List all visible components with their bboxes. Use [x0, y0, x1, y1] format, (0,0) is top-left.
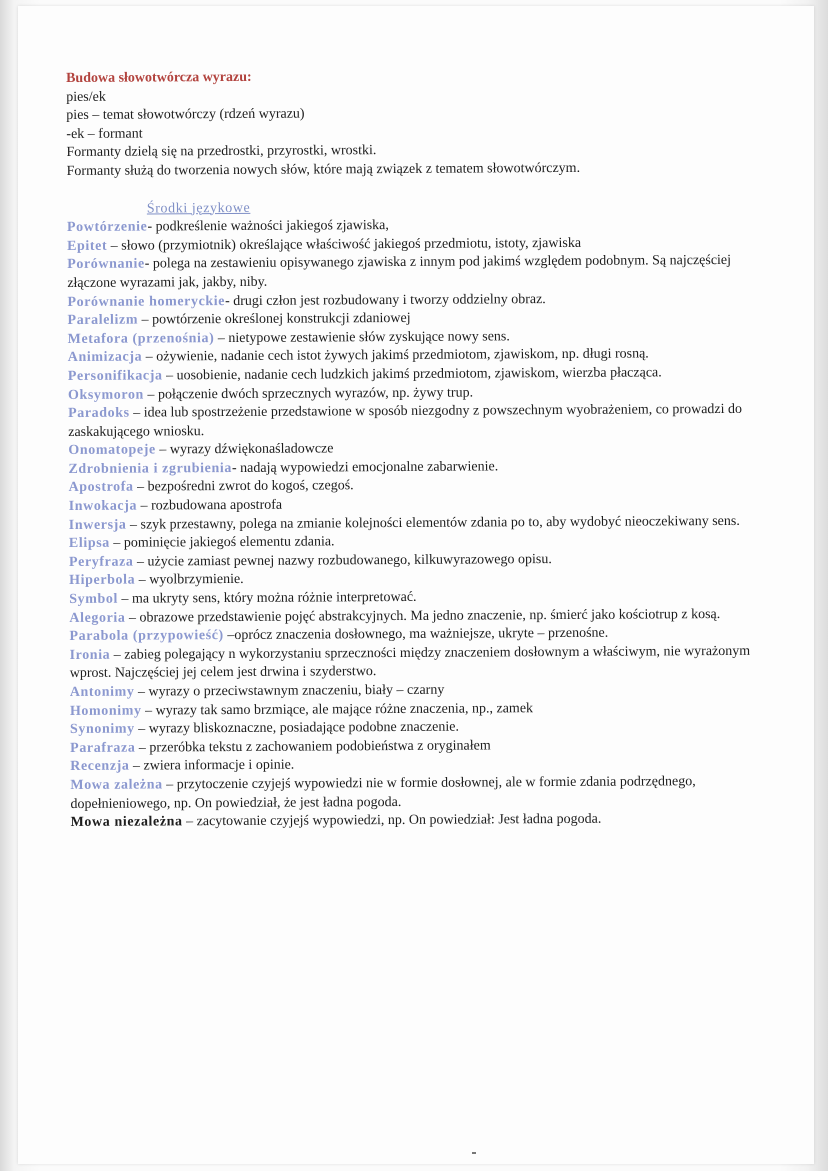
- glossary-definition: – wyrazy bliskoznaczne, posiadające podobne znaczenie.: [134, 719, 459, 737]
- glossary-term: Epitet: [67, 238, 108, 254]
- glossary-term: Paradoks: [68, 405, 130, 422]
- glossary-term: Antonimy: [69, 684, 135, 700]
- glossary-definition: – uosobienie, nadanie cech ludzkich jakimś przedmiotom, zjawiskom, wierzba płacząca.: [162, 365, 662, 384]
- glossary-term: Mowa zależna: [70, 777, 163, 793]
- glossary-term: Porównanie homeryckie: [67, 293, 226, 310]
- glossary-definition: – ma ukryty sens, który można różnie interpretować.: [117, 589, 417, 607]
- header-line: pies – temat słowotwórczy (rdzeń wyrazu): [66, 106, 305, 124]
- glossary-term: Apostrofa: [68, 480, 134, 496]
- glossary-term: Symbol: [69, 591, 119, 608]
- header-line: pies/ek: [66, 89, 106, 105]
- document-title: Budowa słowotwórcza wyrazu:: [66, 69, 252, 86]
- glossary-definition: - nadają wypowiedzi emocjonalne zabarwienie.: [231, 459, 499, 476]
- glossary-definition: – szyk przestawny, polega na zmianie kolejności elementów zdania po to, aby wydobyć nieoczekiwany sens.: [126, 513, 740, 533]
- glossary-definition: – bezpośredni zwrot do kogoś, czegoś.: [133, 478, 354, 496]
- glossary-definition: – wyolbrzymienie.: [135, 572, 244, 589]
- glossary-definition: – przytoczenie czyjejś wypowiedzi nie w formie dosłownej, ale w formie zdania podrzędnego, dopełnieniowego, np. On powiedział, że jest ładna pogoda.: [70, 774, 696, 812]
- glossary-entry: [71, 810, 771, 833]
- glossary-entry: [68, 401, 768, 442]
- glossary-term: Powtórzenie: [66, 219, 148, 236]
- glossary-term: Oksymoron: [67, 387, 144, 403]
- glossary-definition: – użycie zamiast pewnej nazwy rozbudowanego, kilkuwyrazowego opisu.: [133, 551, 552, 570]
- glossary-term: Porównanie: [67, 256, 145, 273]
- glossary-term: Personifikacja: [67, 368, 163, 384]
- glossary-term: Metafora (przenośnia): [67, 330, 215, 347]
- glossary-term: Paralelizm: [67, 312, 139, 329]
- glossary-definition: – wyrazy o przeciwstawnym znaczeniu, biały – czarny: [134, 682, 445, 700]
- glossary-term: Mowa niezależna: [70, 814, 183, 831]
- glossary-definition: – przeróbka tekstu z zachowaniem podobieństwa z oryginałem: [135, 738, 491, 756]
- glossary-entry: [70, 773, 770, 814]
- glossary-entry: [70, 643, 770, 684]
- glossary-term: Parafraza: [70, 740, 136, 756]
- glossary-definition: – nietypowe zestawienie słów zyskujące nowy sens.: [214, 329, 510, 346]
- header-line: Formanty służą do tworzenia nowych słów, które mają związek z tematem słowotwórczym.: [66, 160, 581, 179]
- glossary-definition: - podkreślenie ważności jakiegoś zjawiska,: [147, 218, 389, 235]
- glossary-term: Peryfraza: [68, 554, 134, 570]
- glossary-definition: – powtórzenie określonej konstrukcji zdaniowej: [138, 311, 411, 328]
- glossary-definition: –oprócz znaczenia dosłownego, ma ważniejsze, ukryte – przenośne.: [223, 625, 609, 644]
- scan-speck: [472, 1152, 476, 1154]
- glossary-definition: - polega na zestawieniu opisywanego zjawiska z innym pod jakimś względem podobnym. Są najczęściej złączone wyrazami jak, jakby, niby.: [67, 253, 732, 291]
- glossary-definition: – obrazowe przedstawienie pojęć abstrakcyjnych. Ma jedno znaczenie, np. śmierć jako kościotrup z kosą.: [125, 606, 721, 626]
- glossary-definition: – wyrazy tak samo brzmiące, ale mające różne znaczenia, np., zamek: [141, 700, 534, 719]
- glossary-definition: – słowo (przymiotnik) określające właściwość jakiegoś przedmiotu, istoty, zjawiska: [107, 235, 582, 254]
- glossary-term: Animizacja: [67, 349, 143, 366]
- glossary-definition: – połączenie dwóch sprzecznych wyrazów, np. żywy trup.: [143, 385, 474, 403]
- glossary-definition: – wyrazy dźwiękonaśladowcze: [155, 441, 334, 458]
- glossary-definition: – zacytowanie czyjejś wypowiedzi, np. On powiedział: Jest ładna pogoda.: [182, 811, 602, 830]
- glossary-term: Recenzja: [70, 759, 130, 775]
- header-line: Formanty dzielą się na przedrostki, przyrostki, wrostki.: [66, 143, 377, 161]
- glossary-definition: – rozbudowana apostrofa: [137, 497, 283, 514]
- glossary-list: [67, 215, 771, 833]
- glossary-term: Zdrobnienia i zgrubienia: [68, 460, 232, 477]
- paper-sheet: [18, 6, 814, 1164]
- glossary-definition: – idea lub spostrzeżenie przedstawione w sposób niezgodny z powszechnym wyobrażeniem, co prowadzi do zaskakującego wniosku.: [68, 401, 743, 440]
- glossary-definition: – ożywienie, nadanie cech istot żywych jakimś przedmiotom, zjawiskom, np. długi rosną.: [142, 346, 649, 365]
- glossary-definition: – zwiera informacje i opinie.: [129, 757, 295, 775]
- glossary-definition: – pominięcie jakiegoś elementu zdania.: [109, 534, 335, 551]
- glossary-term: Synonimy: [69, 721, 135, 738]
- document-body: [66, 66, 771, 833]
- glossary-definition: – zabieg polegający n wykorzystaniu sprzeczności między znaczeniem dosłownym a właściwym, nie wyrażonym wprost. Najczęściej jej celem jest drwina i szyderstwo.: [69, 643, 751, 682]
- glossary-term: Onomatopeje: [68, 442, 156, 459]
- glossary-term: Hiperbola: [69, 573, 136, 589]
- glossary-term: Ironia: [69, 647, 111, 663]
- section-heading: Środki językowe: [146, 200, 251, 217]
- glossary-term: Homonimy: [69, 703, 142, 719]
- header-line: -ek – formant: [66, 126, 143, 142]
- glossary-entry: [67, 252, 767, 293]
- glossary-term: Inwokacja: [68, 498, 138, 515]
- glossary-term: Inwersja: [68, 517, 127, 533]
- glossary-definition: - drugi człon jest rozbudowany i tworzy oddzielny obraz.: [225, 291, 546, 309]
- glossary-term: Parabola (przypowieść): [69, 628, 224, 645]
- glossary-term: Alegoria: [69, 610, 126, 626]
- glossary-term: Elipsa: [68, 535, 110, 552]
